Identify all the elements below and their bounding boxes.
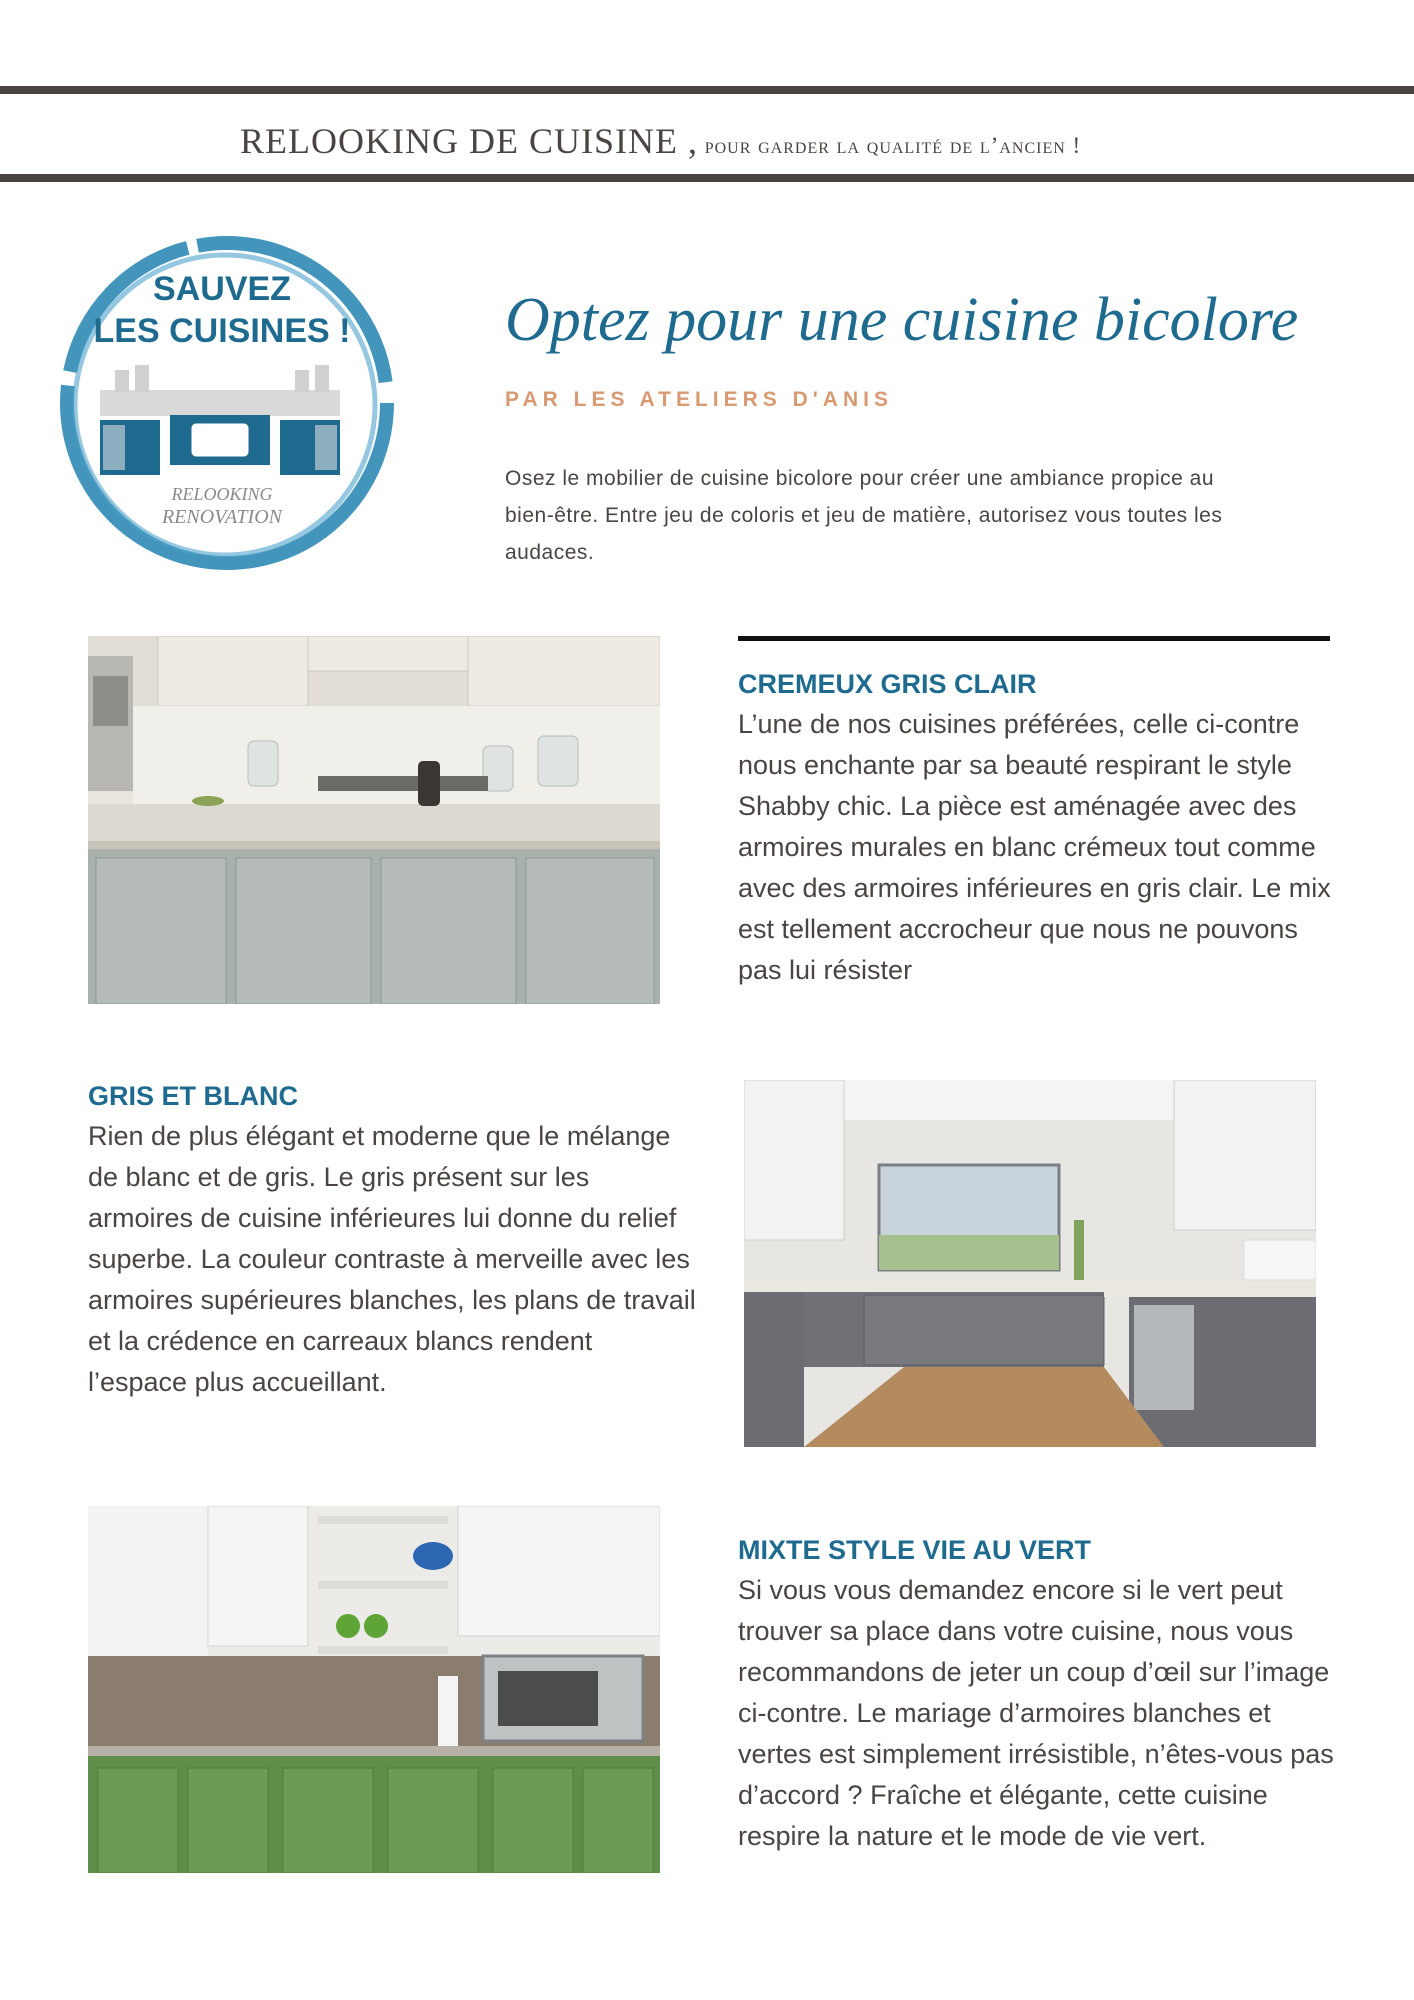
logo-line-2: LES CUISINES ! <box>93 312 351 350</box>
kitchen-photo-grey-white <box>744 1080 1316 1447</box>
section-body: Rien de plus élégant et moderne que le mélange de blanc et de gris. Le gris présent sur les armoires de cuisine inférieures lui donne du relief superbe. La couleur contraste à merveille avec les armoires supérieures blanches, les plans de travail et la crédence en carreaux blancs rendent l’espace plus accueillant. <box>88 1121 696 1397</box>
page-header <box>240 120 1350 162</box>
sauvez-les-cuisines-logo <box>45 225 415 575</box>
article-title: Optez pour une cuisine bicolore <box>505 286 1299 354</box>
header-rule-bottom <box>0 174 1414 182</box>
logo-line-4: RENOVATION <box>162 506 282 528</box>
section-body: L’une de nos cuisines préférées, celle ci-contre nous enchante par sa beauté respirant le style Shabby chic. La pièce est aménagée avec des armoires murales en blanc crémeux tout comme avec des armoires inférieures en gris clair. Le mix est tellement accrocheur que nous ne pouvons pas lui résister <box>738 709 1331 985</box>
section-body: Si vous vous demandez encore si le vert peut trouver sa place dans votre cuisine, nous vous recommandons de jeter un coup d’œil sur l’image ci-contre. Le mariage d’armoires blanches et vertes est simplement irrésistible, n’êtes-vous pas d’accord ? Fraîche et élégante, cette cuisine respire la nature et le mode de vie vert. <box>738 1575 1334 1851</box>
section-gris-et-blanc <box>88 1076 698 1403</box>
header-sub: pour garder la qualité de l’ancien ! <box>697 133 1082 158</box>
section-heading: GRIS ET BLANC <box>88 1081 299 1111</box>
article-byline: PAR LES ATELIERS D'ANIS <box>505 388 893 411</box>
kitchen-photo-cream-grey <box>88 636 660 1004</box>
section-divider <box>738 636 1330 641</box>
header-main: RELOOKING DE CUISINE , <box>240 121 698 161</box>
section-heading: MIXTE STYLE VIE AU VERT <box>738 1535 1092 1565</box>
section-cremeux-gris-clair <box>738 664 1348 991</box>
article-intro: Osez le mobilier de cuisine bicolore pour créer une ambiance propice au bien-être. Entre jeu de coloris et jeu de matière, autorisez vous toutes les audaces. <box>505 467 1223 564</box>
logo-line-1: SAUVEZ <box>153 270 291 308</box>
section-heading: CREMEUX GRIS CLAIR <box>738 669 1037 699</box>
kitchen-photo-white-green <box>88 1506 660 1873</box>
header-rule-top <box>0 86 1414 94</box>
logo-line-3: RELOOKING <box>171 484 273 504</box>
section-mixte-style-vie-au-vert <box>738 1530 1348 1857</box>
